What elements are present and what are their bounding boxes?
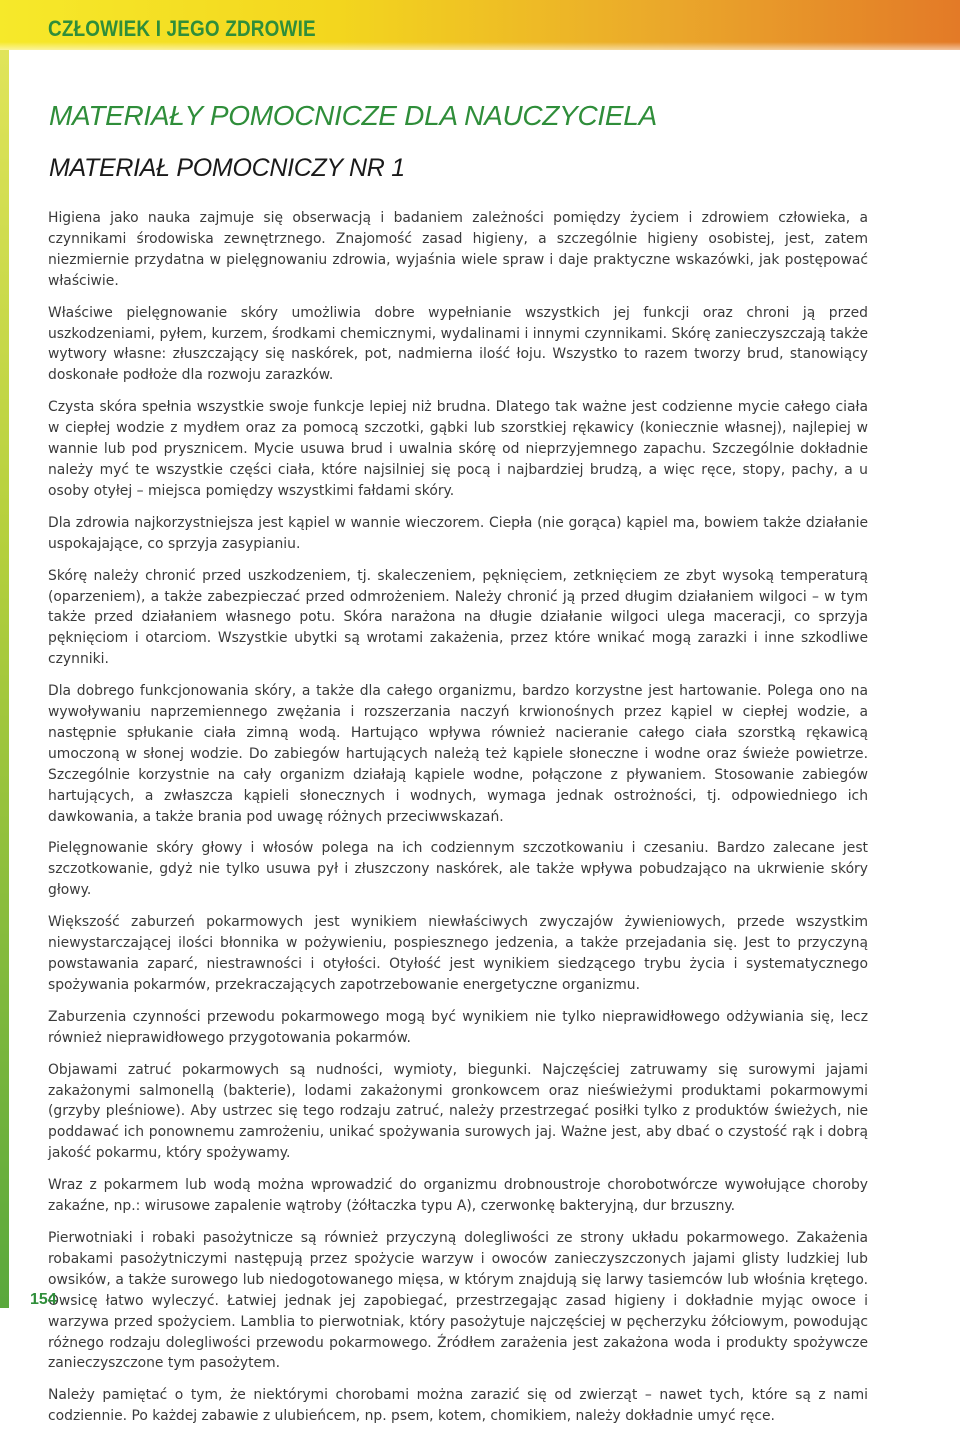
paragraph: Wraz z pokarmem lub wodą można wprowadzić do organizmu drobnoustroje chorobotwórcze wywołujące choroby zakaźne, np.: wirusowe zapalenie wątroby (żółtaczka typu A), czerwonkę bakteryjną, dur brzuszny. [48, 1177, 868, 1215]
paragraph: Zaburzenia czynności przewodu pokarmowego mogą być wynikiem nie tylko nieprawidłowego odżywiania się, lecz również nieprawidłowego przygotowania pokarmów. [48, 1008, 868, 1046]
section-title: CZŁOWIEK I JEGO ZDROWIE [48, 16, 316, 41]
paragraph: Skórę należy chronić przed uszkodzeniem, tj. skaleczeniem, pęknięciem, zetknięciem ze zbyt wysoką temperaturą (oparzeniem), a także zabezpieczać przed odmrożeniem. Należy chronić ją przed długim działaniem wilgoci – w tym także przed działaniem własnego potu. Skóra narażona na długie działanie wilgoci ulega maceracji, co sprzyja pęknięciom i otarciom. Wszystkie ubytki są wrotami zakażenia, przez które wnikać mogą zarazki i inne szkodliwe czynniki. [48, 567, 868, 668]
body-text [48, 208, 868, 1438]
left-decorative-bar [0, 50, 9, 1308]
paragraph: Właściwe pielęgnowanie skóry umożliwia dobre wypełnianie wszystkich jej funkcji oraz chroni ją przed uszkodzeniami, pyłem, kurzem, środkami chemicznymi, wydalinami i innymi czynnikami. Skórę zanieczyszczają także wytwory własne: złuszczający się naskórek, pot, nadmierna ilość łoju. Wszystko to razem tworzy brud, stanowiący doskonałe podłoże dla rozwoju zarazków. [48, 304, 868, 384]
paragraph: Należy pamiętać o tym, że niektórymi chorobami można zarazić się od zwierząt – nawet tych, które są z nami codziennie. Po każdej zabawie z ulubieńcem, np. psem, kotem, chomikiem, należy dokładnie umyć ręce. [48, 1387, 868, 1425]
page-number: 154 [30, 1291, 57, 1308]
paragraph: Dla dobrego funkcjonowania skóry, a także dla całego organizmu, bardzo korzystne jest hartowanie. Polega ono na wywoływaniu naprzemiennego zwężania i rozszerzania naczyń krwionośnych przez kąpiel w ciepłej wodzie, a następnie spłukanie ciała zimną wodą. Hartująco wpływa również nacieranie całego ciała szorstką rękawicą umoczoną w słonej wodzie. Do zabiegów hartujących należą też kąpiele słoneczne i wodne oraz świeże powietrze. Szczególnie korzystnie na cały organizm działają kąpiele wodne, połączone z pływaniem. Stosowanie zabiegów hartujących, a zwłaszcza kąpieli słonecznych i wodnych, wymaga jednak ostrożności, tj. odpowiedniego ich dawkowania, a także brania pod uwagę różnych przeciwwskazań. [48, 683, 868, 825]
paragraph: Higiena jako nauka zajmuje się obserwacją i badaniem zależności pomiędzy życiem i zdrowiem człowieka, a czynnikami środowiska zewnętrznego. Znajomość zasad higieny, a szczególnie higieny osobistej, jest, zatem niezmiernie przydatna w pielęgnowaniu zdrowia, wyjaśnia wiele spraw i daje praktyczne wskazówki, jak postępować właściwie. [48, 210, 868, 289]
paragraph: Większość zaburzeń pokarmowych jest wynikiem niewłaściwych zwyczajów żywieniowych, przede wszystkim niewystarczającej ilości błonnika w pożywieniu, pospiesznego jedzenia, a także przejadania się. Jest to przyczyną powstawania zaparć, niestrawności i otyłości. Otyłość jest wynikiem siedzącego trybu życia i systematycznego spożywania pokarmów, przekraczających zapotrzebowanie energetyczne organizmu. [48, 914, 868, 993]
sub-heading: MATERIAŁ POMOCNICZY NR 1 [49, 154, 405, 182]
paragraph: Objawami zatruć pokarmowych są nudności, wymioty, biegunki. Najczęściej zatruwamy się surowymi jajami zakażonymi salmonellą (bakterie), lodami zakażonymi gronkowcem oraz nieświeżymi produktami pokarmowymi (grzyby pleśniowe). Aby ustrzec się tego rodzaju zatruć, należy przestrzegać posiłki tylko z produktów świeżych, nie poddawać ich ponownemu zamrożeniu, unikać spożywania surowych jaj. Ważne jest, aby dbać o czystość rąk i dobrą jakość pokarmu, który spożywamy. [48, 1061, 868, 1162]
paragraph: Pierwotniaki i robaki pasożytnicze są również przyczyną dolegliwości ze strony układu pokarmowego. Zakażenia robakami pasożytniczymi następują przez spożycie warzyw i owoców zanieczyszczonych jajami glisty ludzkiej lub owsików, a także surowego lub niedogotowanego mięsa, w którym znajdują się larwy tasiemców lub włośnia krętego. Owsicę łatwo wyleczyć. Łatwiej jednak jej zapobiegać, przestrzegając zasad higieny i dokładnie myjąc owoce i warzywa przed spożyciem. Lamblia to pierwotniak, który pasożytuje najczęściej w pęcherzyku żółciowym, powodując różnego rodzaju dolegliwości przewodu pokarmowego. Źródłem zarażenia jest zakażona woda i produkty spożywcze zanieczyszczone tym pasożytem. [48, 1229, 868, 1372]
paragraph: Dla zdrowia najkorzystniejsza jest kąpiel w wannie wieczorem. Ciepła (nie gorąca) kąpiel ma, bowiem także działanie uspokajające, co sprzyja zasypianiu. [48, 514, 868, 552]
paragraph: Pielęgnowanie skóry głowy i włosów polega na ich codziennym szczotkowaniu i czesaniu. Bardzo zalecane jest szczotkowanie, gdyż nie tylko usuwa pył i złuszczony naskórek, ale także wpływa pobudzająco na ukrwienie skóry głowy. [48, 840, 868, 899]
main-heading: MATERIAŁY POMOCNICZE DLA NAUCZYCIELA [49, 100, 657, 131]
paragraph: Czysta skóra spełnia wszystkie swoje funkcje lepiej niż brudna. Dlatego tak ważne jest codzienne mycie całego ciała w ciepłej wodzie z mydłem oraz za pomocą szczotki, gąbki lub szorstkiej rękawicy (koniecznie własnej), najlepiej w wannie lub pod prysznicem. Mycie usuwa brud i uwalnia skórę od nieprzyjemnego zapachu. Szczególnie dokładnie należy myć te wszystkie części ciała, które najsilniej się pocą i najbardziej brudzą, a więc ręce, stopy, pachy, a u osoby otyłej – miejsca pomiędzy wszystkimi fałdami skóry. [48, 399, 868, 499]
